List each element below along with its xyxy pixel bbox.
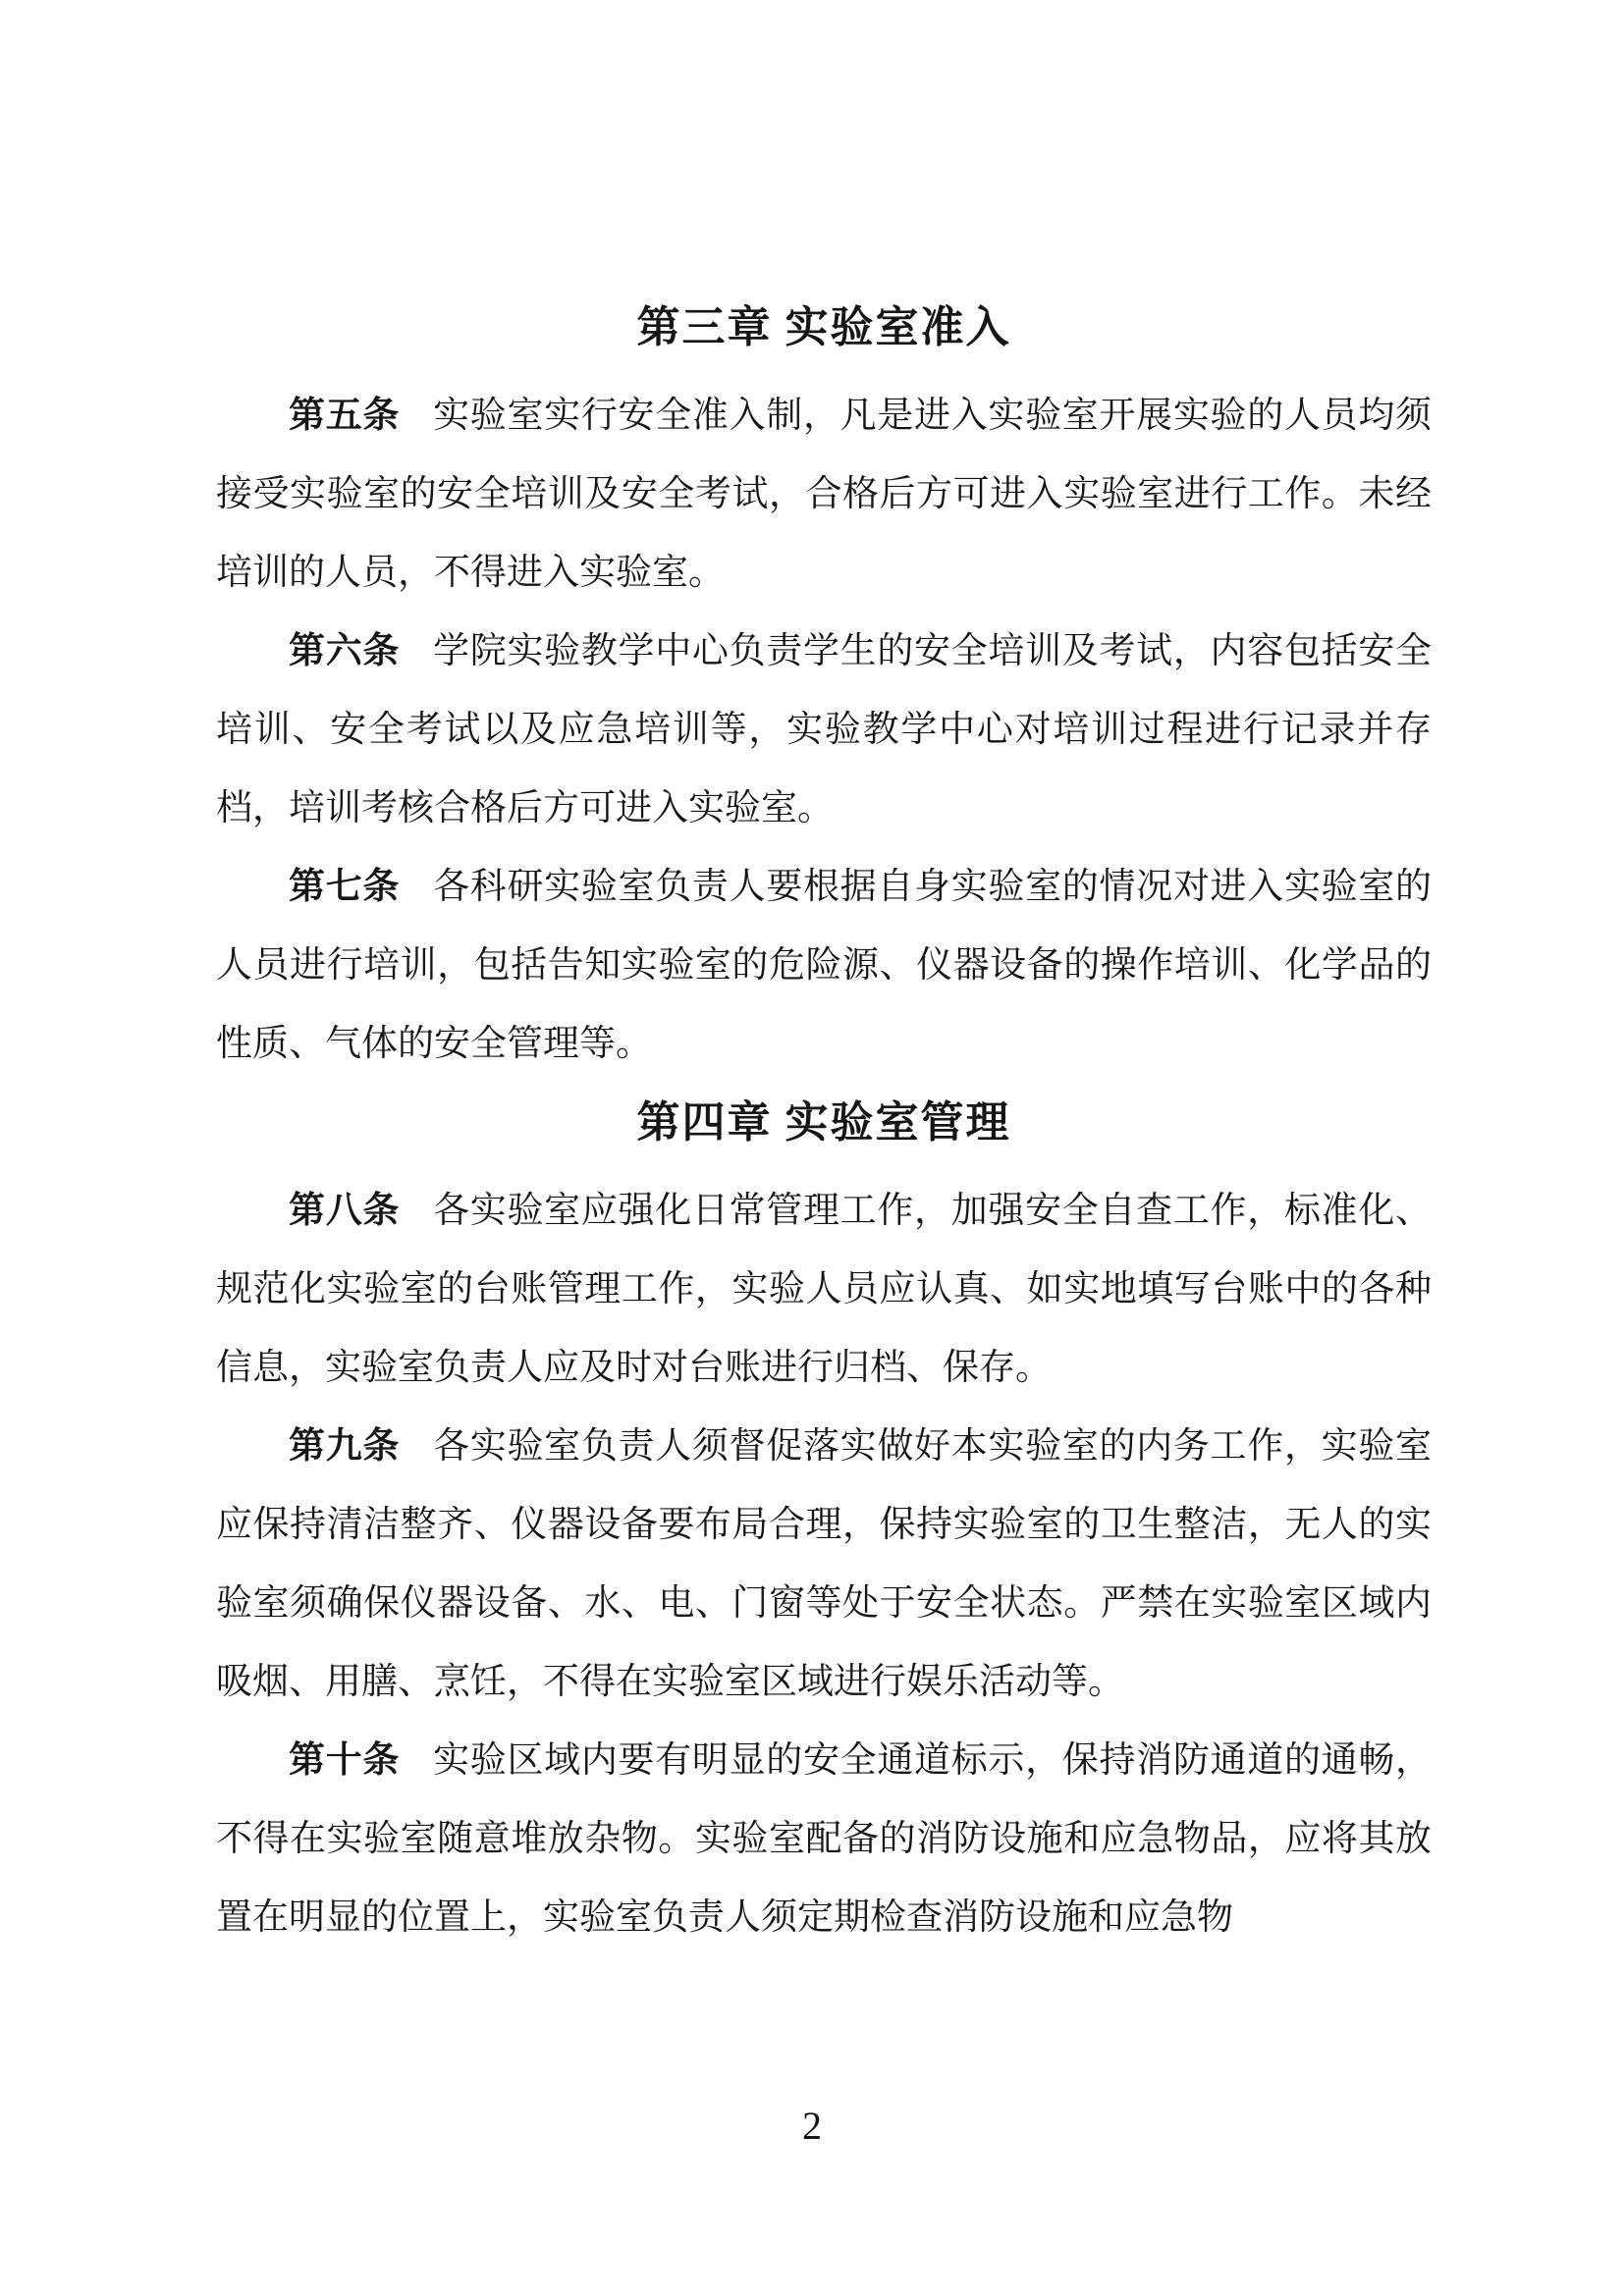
article-10	[216, 1722, 1432, 1957]
article-5	[216, 377, 1432, 613]
article-8-label: 第八条	[289, 1191, 401, 1231]
article-9-text: 各实验室负责人须督促落实做好本实验室的内务工作，实验室应保持清洁整齐、仪器设备要布局合理，保持实验室的卫生整洁，无人的实验室须确保仪器设备、水、电、门窗等处于安全状态。严禁在实验室区域内吸烟、用膳、烹饪，不得在实验室区域进行娱乐活动等。	[216, 1426, 1433, 1702]
page-content	[216, 289, 1432, 1957]
article-6-label: 第六条	[289, 631, 401, 671]
article-7	[216, 848, 1432, 1084]
article-6-text: 学院实验教学中心负责学生的安全培训及考试，内容包括安全培训、安全考试以及应急培训等，实验教学中心对培训过程进行记录并存档，培训考核合格后方可进入实验室。	[216, 631, 1433, 828]
article-8	[216, 1172, 1432, 1408]
article-9	[216, 1408, 1432, 1722]
article-10-text: 实验区域内要有明显的安全通道标示，保持消防通道的通畅，不得在实验室随意堆放杂物。实验室配备的消防设施和应急物品，应将其放置在明显的位置上，实验室负责人须定期检查消防设施和应急物	[216, 1740, 1433, 1938]
article-10-label: 第十条	[289, 1740, 401, 1781]
page-number: 2	[802, 2104, 822, 2148]
article-5-label: 第五条	[289, 396, 401, 436]
chapter-4-heading: 第四章 实验室管理	[636, 1098, 1011, 1147]
article-9-label: 第九条	[289, 1426, 401, 1467]
article-5-text: 实验室实行安全准入制，凡是进入实验室开展实验的人员均须接受实验室的安全培训及安全考试，合格后方可进入实验室进行工作。未经培训的人员，不得进入实验室。	[216, 396, 1433, 593]
article-7-label: 第七条	[289, 867, 401, 907]
chapter-3-heading: 第三章 实验室准入	[636, 303, 1011, 351]
article-8-text: 各实验室应强化日常管理工作，加强安全自查工作，标准化、规范化实验室的台账管理工作，实验人员应认真、如实地填写台账中的各种信息，实验室负责人应及时对台账进行归档、保存。	[216, 1191, 1433, 1388]
article-7-text: 各科研实验室负责人要根据自身实验室的情况对进入实验室的人员进行培训，包括告知实验室的危险源、仪器设备的操作培训、化学品的性质、气体的安全管理等。	[216, 867, 1433, 1064]
article-6	[216, 613, 1432, 848]
